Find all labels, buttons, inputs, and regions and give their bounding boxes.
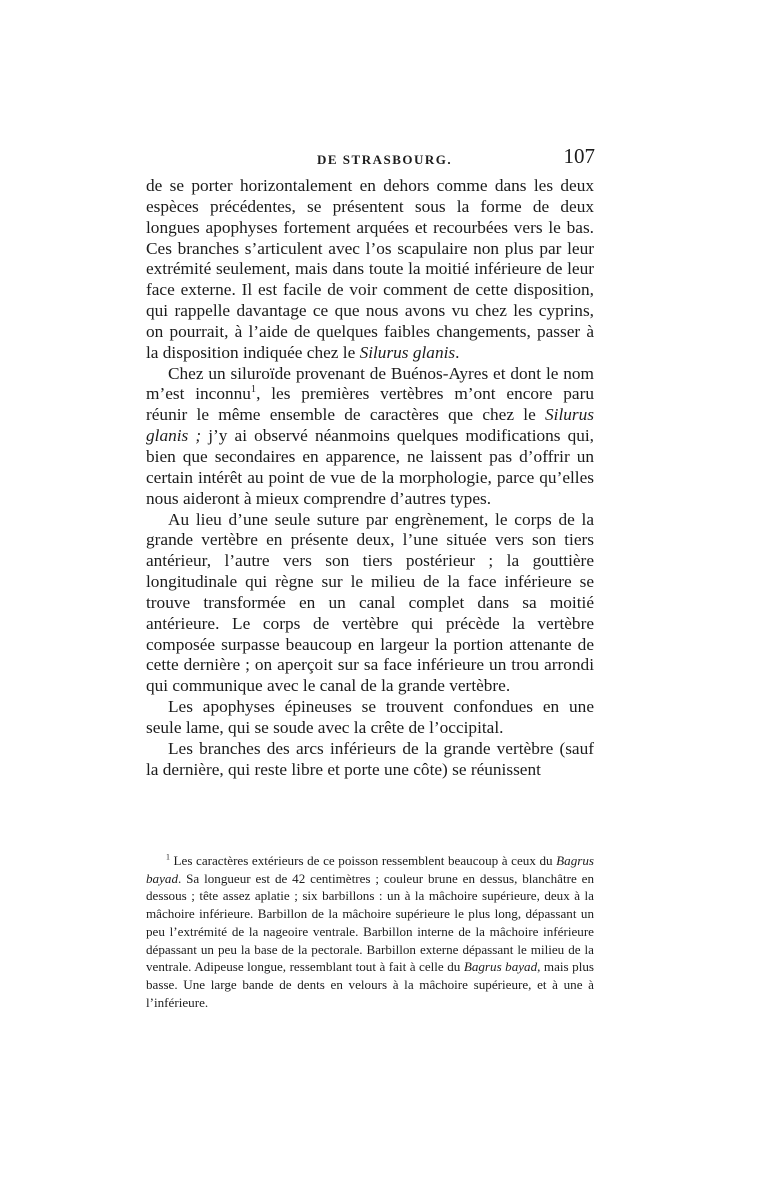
text-run: . [455,342,460,362]
running-head: DE STRASBOURG. [317,152,453,167]
paragraph [146,364,594,510]
footnote-marker: 1 [250,384,257,396]
page-number: 107 [563,144,595,168]
text-run: . Sa longueur est de 42 centimètres ; couleur brune en dessus, blanchâtre en dessous ; tête assez aplatie ; six barbillons : un à la mâchoire supérieure, deux à la mâchoire inférieure. Barbillon de la mâchoire supérieure le plus long, dépassant un peu l’extrémité de la nageoire ventrale. Barbillon interne de la mâchoire inférieure dépassant un peu la base de la pectorale. Barbillon externe dépassant le milieu de la ventrale. Adipeuse longue, ressemblant tout à fait à celle du [146,870,594,975]
paragraph [146,510,594,698]
text-run: Les caractères extérieurs de ce poisson ressemblent beaucoup à ceux du [169,853,557,868]
italic-text: Bagrus bayad [146,853,594,886]
italic-text: Silurus glanis [359,342,456,362]
text-run: , les premières vertèbres m’ont encore paru réunir le même ensemble de caractères que chez le [146,384,594,425]
footnotes [146,852,594,1011]
text-run: de se porter horizontalement en dehors comme dans les deux espèces précédentes, se présentent sous la forme de deux longues apophyses fortement arquées et recourbées vers le bas. Ces branches s’articulent avec l’os scapulaire non plus par leur extrémité seulement, mais dans toute la moitié inférieure de leur face externe. Il est facile de voir comment de cette disposition, qui rappelle davantage ce que nous avons vu chez les cyprins, on pourrait, à l’aide de quelques faibles changements, passer à la disposition indiquée chez le [146,176,594,362]
paragraph [146,739,594,781]
body-text [146,176,594,780]
page-header [145,146,595,172]
footnote-marker: 1 [166,852,170,862]
text-run: Les branches des arcs inférieurs de la grande vertèbre (sauf la dernière, qui reste libre et porte une côte) se réunissent [146,738,594,779]
italic-text: Silurus glanis ; [146,405,594,446]
paragraph [146,697,594,739]
paragraph [146,176,594,364]
text-run: j’y ai observé néanmoins quelques modifications qui, bien que secondaires en apparence, ne laissent pas d’offrir un certain intérêt au point de vue de la morphologie, parce qu’elles nous aideront à mieux comprendre d’autres types. [146,426,595,508]
text-run: , mais plus basse. Une large bande de dents en velours à la mâchoire supérieure, et à une à l’inférieure. [146,959,594,1010]
italic-text: Bagrus bayad [463,959,538,975]
text-run: Au lieu d’une seule suture par engrènement, le corps de la grande vertèbre en présente deux, l’une située vers son tiers antérieur, l’autre vers son tiers postérieur ; la gouttière longitudinale qui règne sur le milieu de la face inférieure se trouve transformée en un canal complet dans sa moitié antérieure. Le corps de vertèbre qui précède la vertèbre composée surpasse beaucoup en largeur la portion attenante de cette dernière ; on aperçoit sur sa face inférieure un trou arrondi qui communique avec le canal de la grande vertèbre. [146,509,594,696]
text-run: Les apophyses épineuses se trouvent confondues en une seule lame, qui se soude avec la crête de l’occipital. [146,697,594,737]
text-run: Chez un siluroïde provenant de Buénos-Ayres et dont le nom m’est inconnu [146,363,594,404]
footnote [146,852,594,1011]
